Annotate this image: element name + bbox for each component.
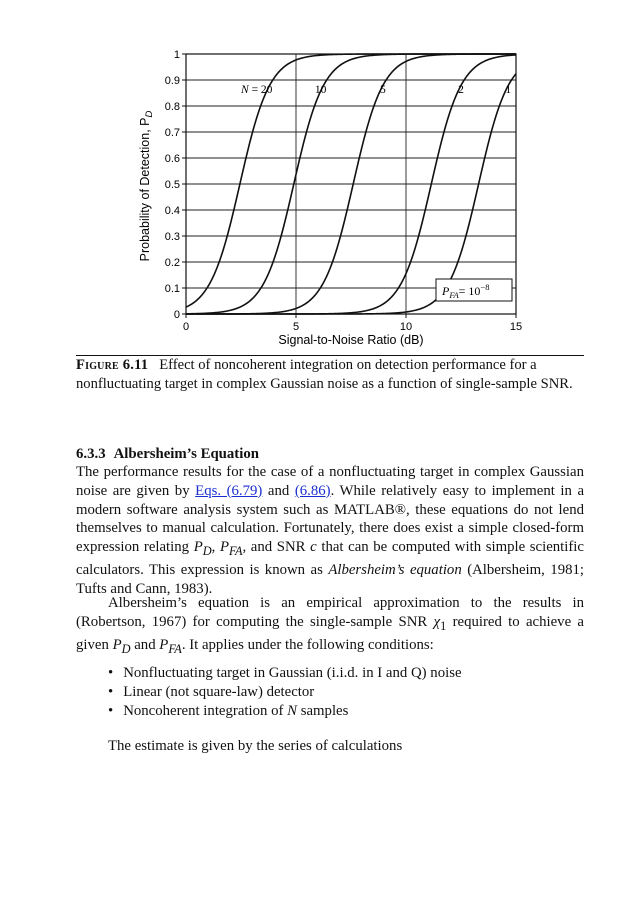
paragraph-1: The performance results for the case of a nonfluctuating target in complex Gaussian noise are given by Eqs. (6.79) and (6.86). While relatively easy to implement in a modern software analysis system such as MATLAB®, these equations do not lend themselves to manual calculation. Fortunately, there does exist a simple closed-form expression relating $P_D$, $P_{FA}$, and SNR c that can be computed with simple scientific calculators. This expression is known as Albersheim’s equation (Albersheim, 1981; Tufts and Cann, 1983). [76,464,585,597]
figure-label: Figure 6.11 [76,357,149,373]
eq-link-6-79[interactable]: Eqs. (6.79) [195,482,263,499]
curve-label: 10 [314,84,327,96]
y-axis-label: Probability of Detection, $P_D$ [138,110,155,262]
closing-sentence: The estimate is given by the series of calculations [108,738,403,754]
section-heading [76,446,259,463]
pfa-annotation [436,279,512,301]
y-tick-label: 0 [173,309,180,321]
svg-text:PFA= 10−8: $P_{FA}= 10^{-8}$ [442,282,490,300]
x-axis-ticks [183,314,522,333]
chart-grid [186,54,516,314]
x-tick-label: 15 [509,321,523,333]
list-item: • Linear (not square-law) detector [108,683,578,702]
x-axis-label: Signal-to-Noise Ratio (dB) [278,333,424,347]
x-tick-label: 5 [292,321,300,333]
curve-labels [240,84,511,96]
y-tick-label: 0.4 [164,205,180,217]
conditions-list [108,664,578,721]
y-tick-label: 0.8 [164,101,180,113]
x-tick-label: 0 [182,321,190,333]
curve-label: 1 [505,84,512,96]
caption-text: Effect of noncoherent integration on detection performance for a nonfluctuating target in complex Gaussian noise as a function of single-sample SNR. [76,357,573,392]
figure-caption [76,356,584,394]
y-tick-label: 0.9 [164,75,180,87]
y-tick-label: 0.2 [164,257,180,269]
albersheim-emphasis: Albersheim’s equation [328,561,462,578]
detection-chart [0,0,636,350]
y-tick-label: 0.3 [164,231,180,243]
list-item: • Nonfluctuating target in Gaussian (i.i.d. in I and Q) noise [108,664,578,683]
paragraph-2: Albersheim’s equation is an empirical approximation to the results in (Robertson, 1967) for computing the single-sample SNR $\chi_1$ required to achieve a given $P_D$ and $P_{FA}$. It applies under the following conditions: [76,595,584,656]
section-title: Albersheim’s Equation [113,446,259,462]
eq-link-6-86[interactable]: (6.86) [294,482,331,499]
y-tick-label: 0.1 [164,283,180,295]
list-item: • Noncoherent integration of N samples [108,702,578,721]
detection-curve [186,55,516,314]
y-axis-ticks [165,49,186,321]
curve-label: N = 20 [241,84,273,96]
y-tick-label: 0.5 [164,179,180,191]
detection-curve [186,54,516,307]
y-tick-label: 1 [173,49,180,61]
curve-label: 5 [379,84,386,96]
x-tick-label: 10 [399,321,413,333]
curve-label: 2 [458,84,464,96]
y-tick-label: 0.6 [164,153,180,165]
section-number: 6.3.3 [76,446,106,462]
y-tick-label: 0.7 [164,127,180,139]
